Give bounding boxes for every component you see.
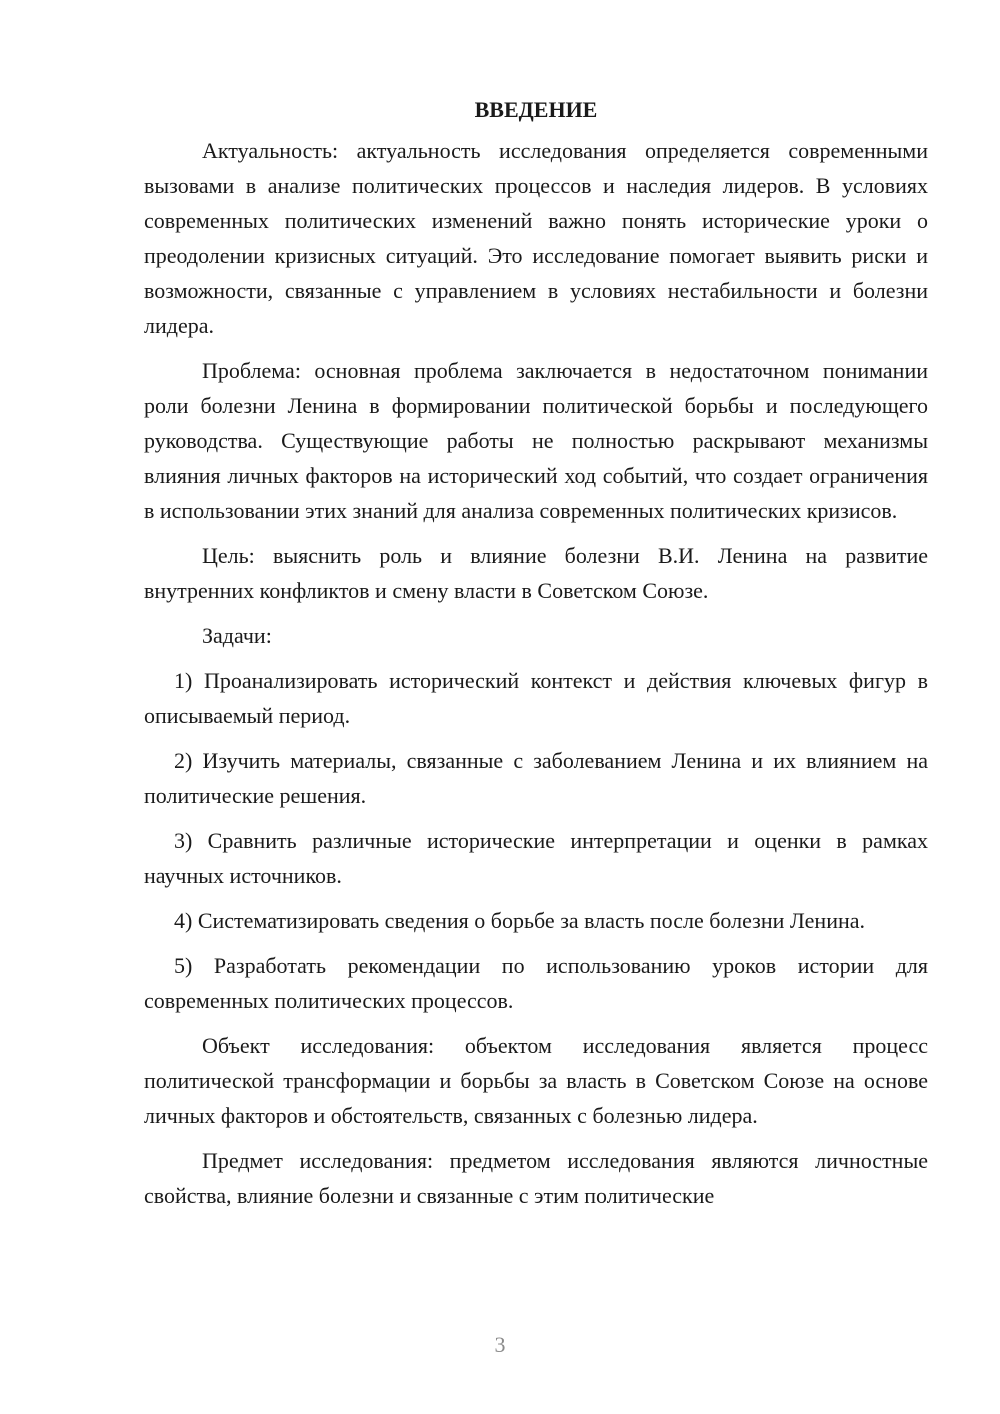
tasks-heading: Задачи:: [202, 623, 272, 648]
goal-paragraph: Цель: выяснить роль и влияние болезни В.И. Ленина на развитие внутренних конфликтов и смену власти в Советском Союзе.: [144, 543, 928, 603]
task-item: 4) Систематизировать сведения о борьбе за власть после болезни Ленина.: [174, 908, 866, 933]
task-item: 5) Разработать рекомендации по использованию уроков истории для современных политических процессов.: [144, 953, 928, 1013]
section-title: ВВЕДЕНИЕ: [474, 97, 598, 122]
subject-paragraph: Предмет исследования: предметом исследования являются личностные свойства, влияние болезни и связанные с этим политические: [144, 1148, 928, 1208]
problem-paragraph: Проблема: основная проблема заключается в недостаточном понимании роли болезни Ленина в формировании политической борьбы и последующего руководства. Существующие работы не полностью раскрывают механизмы влияния личных факторов на исторический ход событий, что создает ограничения в использовании этих знаний для анализа современных политических кризисов.: [144, 358, 928, 523]
document-page: [144, 92, 928, 1223]
task-item: 1) Проанализировать исторический контекст и действия ключевых фигур в описываемый период.: [144, 668, 928, 728]
actuality-paragraph: Актуальность: актуальность исследования определяется современными вызовами в анализе политических процессов и наследия лидеров. В условиях современных политических изменений важно понять исторические уроки о преодолении кризисных ситуаций. Это исследование помогает выявить риски и возможности, связанные с управлением в условиях нестабильности и болезни лидера.: [144, 138, 928, 338]
page-number: 3: [494, 1332, 506, 1357]
task-item: 3) Сравнить различные исторические интерпретации и оценки в рамках научных источников.: [144, 828, 928, 888]
tasks-list: [144, 663, 928, 1018]
object-paragraph: Объект исследования: объектом исследования является процесс политической трансформации и борьбы за власть в Советском Союзе на основе личных факторов и обстоятельств, связанных с болезнью лидера.: [144, 1033, 928, 1128]
task-item: 2) Изучить материалы, связанные с заболеванием Ленина и их влиянием на политические решения.: [144, 748, 928, 808]
